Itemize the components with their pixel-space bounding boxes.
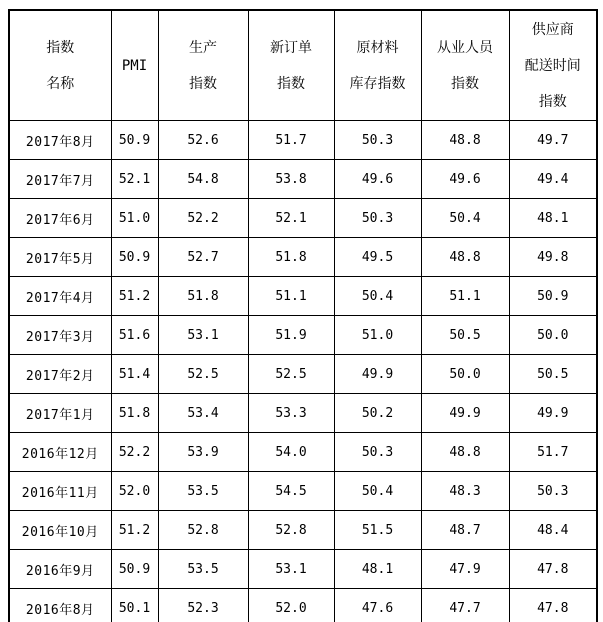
data-cell-employment: 48.3: [421, 472, 509, 511]
data-cell-pmi: 50.9: [111, 121, 158, 160]
data-cell-production: 53.1: [158, 316, 248, 355]
data-cell-employment: 47.7: [421, 589, 509, 622]
data-cell-production: 53.9: [158, 433, 248, 472]
column-header-line: PMI: [121, 57, 148, 74]
data-cell-production: 52.7: [158, 238, 248, 277]
data-cell-pmi: 50.9: [111, 550, 158, 589]
data-cell-new-orders: 52.5: [248, 355, 334, 394]
data-cell-raw-materials-inventory: 50.3: [334, 433, 421, 472]
column-header-line: 指数: [189, 75, 217, 92]
data-cell-employment: 48.7: [421, 511, 509, 550]
data-cell-new-orders: 53.1: [248, 550, 334, 589]
data-cell-supplier-delivery-time: 51.7: [509, 433, 597, 472]
data-cell-production: 52.5: [158, 355, 248, 394]
table-row: [9, 472, 597, 511]
row-label-month: 2016年10月: [9, 511, 111, 550]
data-cell-new-orders: 54.0: [248, 433, 334, 472]
data-cell-new-orders: 54.5: [248, 472, 334, 511]
data-cell-employment: 50.5: [421, 316, 509, 355]
table-row: [9, 277, 597, 316]
data-cell-new-orders: 53.8: [248, 160, 334, 199]
column-header-line: 指数: [538, 93, 567, 110]
data-cell-employment: 51.1: [421, 277, 509, 316]
data-cell-production: 53.5: [158, 550, 248, 589]
data-cell-production: 52.3: [158, 589, 248, 622]
data-cell-new-orders: 51.9: [248, 316, 334, 355]
column-header-line: 生产: [189, 39, 217, 56]
data-cell-supplier-delivery-time: 49.9: [509, 394, 597, 433]
data-cell-pmi: 51.6: [111, 316, 158, 355]
table-row: [9, 550, 597, 589]
header-row: [9, 10, 597, 121]
row-label-month: 2016年8月: [9, 589, 111, 622]
column-header-index-name: [9, 10, 111, 121]
table-row: [9, 511, 597, 550]
data-cell-production: 53.5: [158, 472, 248, 511]
data-cell-supplier-delivery-time: 47.8: [509, 589, 597, 622]
row-label-month: 2017年7月: [9, 160, 111, 199]
data-cell-supplier-delivery-time: 49.4: [509, 160, 597, 199]
table-header: [9, 10, 597, 121]
data-cell-supplier-delivery-time: 48.1: [509, 199, 597, 238]
data-cell-employment: 49.9: [421, 394, 509, 433]
data-cell-employment: 48.8: [421, 238, 509, 277]
table-row: [9, 238, 597, 277]
data-cell-raw-materials-inventory: 50.3: [334, 121, 421, 160]
data-cell-new-orders: 51.1: [248, 277, 334, 316]
data-cell-new-orders: 51.8: [248, 238, 334, 277]
column-header-line: 名称: [46, 75, 75, 92]
data-cell-raw-materials-inventory: 49.9: [334, 355, 421, 394]
data-cell-employment: 48.8: [421, 433, 509, 472]
data-cell-supplier-delivery-time: 50.3: [509, 472, 597, 511]
row-label-month: 2017年4月: [9, 277, 111, 316]
data-cell-employment: 48.8: [421, 121, 509, 160]
table-row: [9, 394, 597, 433]
column-header-line: 从业人员: [437, 39, 493, 56]
data-cell-raw-materials-inventory: 49.6: [334, 160, 421, 199]
data-cell-new-orders: 53.3: [248, 394, 334, 433]
data-cell-production: 54.8: [158, 160, 248, 199]
data-cell-new-orders: 52.0: [248, 589, 334, 622]
row-label-month: 2017年3月: [9, 316, 111, 355]
data-cell-pmi: 52.0: [111, 472, 158, 511]
data-cell-supplier-delivery-time: 50.9: [509, 277, 597, 316]
column-header-supplier-delivery-time: [509, 10, 597, 121]
column-header-line: 新订单: [270, 39, 312, 56]
table-row: [9, 589, 597, 622]
data-cell-pmi: 51.8: [111, 394, 158, 433]
data-cell-raw-materials-inventory: 51.5: [334, 511, 421, 550]
data-cell-pmi: 51.0: [111, 199, 158, 238]
data-cell-pmi: 50.1: [111, 589, 158, 622]
row-label-month: 2016年12月: [9, 433, 111, 472]
column-header-line: 指数: [46, 39, 75, 56]
row-label-month: 2017年2月: [9, 355, 111, 394]
data-cell-raw-materials-inventory: 49.5: [334, 238, 421, 277]
row-label-month: 2017年5月: [9, 238, 111, 277]
data-cell-raw-materials-inventory: 51.0: [334, 316, 421, 355]
data-cell-raw-materials-inventory: 48.1: [334, 550, 421, 589]
data-cell-new-orders: 52.1: [248, 199, 334, 238]
row-label-month: 2017年8月: [9, 121, 111, 160]
column-header-line: 供应商: [531, 21, 574, 38]
column-header-new-orders: [248, 10, 334, 121]
pmi-data-table: [8, 9, 598, 622]
data-cell-production: 53.4: [158, 394, 248, 433]
table-row: [9, 316, 597, 355]
column-header-employment: [421, 10, 509, 121]
row-label-month: 2016年9月: [9, 550, 111, 589]
data-cell-pmi: 51.2: [111, 511, 158, 550]
data-cell-employment: 49.6: [421, 160, 509, 199]
data-cell-employment: 47.9: [421, 550, 509, 589]
column-header-line: 配送时间: [524, 57, 581, 74]
row-label-month: 2016年11月: [9, 472, 111, 511]
data-cell-pmi: 51.4: [111, 355, 158, 394]
data-cell-production: 52.8: [158, 511, 248, 550]
table-row: [9, 160, 597, 199]
data-cell-supplier-delivery-time: 49.7: [509, 121, 597, 160]
table-row: [9, 121, 597, 160]
column-header-raw-materials-inventory: [334, 10, 421, 121]
table-row: [9, 433, 597, 472]
data-cell-supplier-delivery-time: 47.8: [509, 550, 597, 589]
data-cell-employment: 50.4: [421, 199, 509, 238]
column-header-line: 原材料: [356, 39, 399, 56]
column-header-line: 指数: [277, 75, 305, 92]
data-cell-employment: 50.0: [421, 355, 509, 394]
data-cell-pmi: 52.2: [111, 433, 158, 472]
data-cell-supplier-delivery-time: 50.0: [509, 316, 597, 355]
data-cell-raw-materials-inventory: 50.4: [334, 472, 421, 511]
data-cell-production: 52.6: [158, 121, 248, 160]
table-body: [9, 121, 597, 622]
data-cell-raw-materials-inventory: 50.4: [334, 277, 421, 316]
data-cell-supplier-delivery-time: 50.5: [509, 355, 597, 394]
data-cell-new-orders: 51.7: [248, 121, 334, 160]
data-cell-new-orders: 52.8: [248, 511, 334, 550]
data-cell-raw-materials-inventory: 47.6: [334, 589, 421, 622]
data-cell-supplier-delivery-time: 49.8: [509, 238, 597, 277]
data-cell-raw-materials-inventory: 50.3: [334, 199, 421, 238]
column-header-line: 指数: [451, 75, 479, 92]
table-row: [9, 355, 597, 394]
column-header-line: 库存指数: [349, 75, 406, 92]
data-cell-production: 51.8: [158, 277, 248, 316]
data-cell-pmi: 51.2: [111, 277, 158, 316]
column-header-production: [158, 10, 248, 121]
column-header-pmi: [111, 10, 158, 121]
row-label-month: 2017年6月: [9, 199, 111, 238]
row-label-month: 2017年1月: [9, 394, 111, 433]
data-cell-supplier-delivery-time: 48.4: [509, 511, 597, 550]
data-cell-pmi: 50.9: [111, 238, 158, 277]
data-cell-production: 52.2: [158, 199, 248, 238]
table-row: [9, 199, 597, 238]
data-cell-pmi: 52.1: [111, 160, 158, 199]
data-cell-raw-materials-inventory: 50.2: [334, 394, 421, 433]
